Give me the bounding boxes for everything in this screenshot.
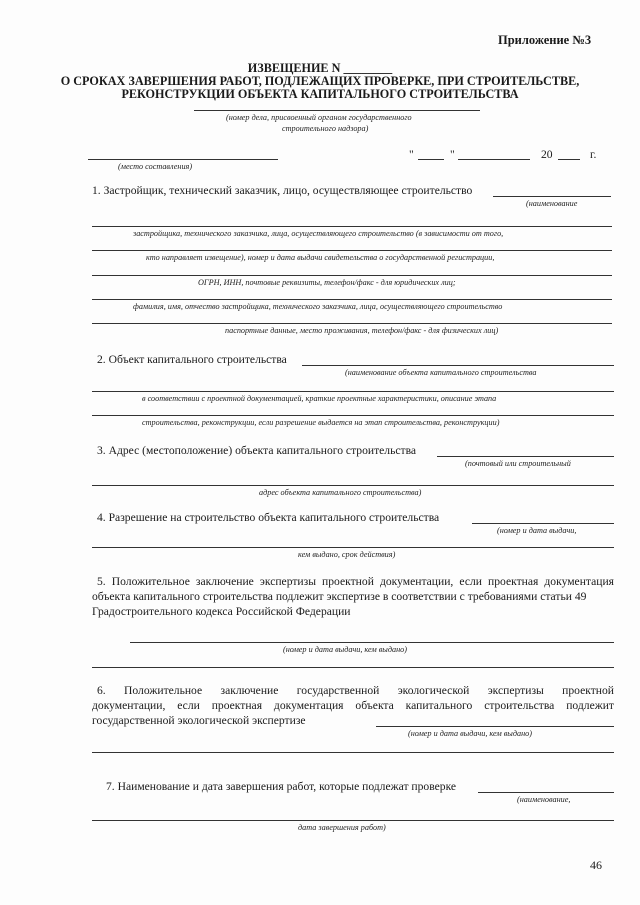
notice-subtitle-line1: О СРОКАХ ЗАВЕРШЕНИЯ РАБОТ, ПОДЛЕЖАЩИХ ПРОВЕРКЕ, ПРИ СТРОИТЕЛЬСТВЕ, (60, 74, 580, 88)
s5-field-line-1[interactable] (130, 642, 614, 643)
date-year-prefix: 20 (541, 148, 553, 161)
s3-label: 3. Адрес (местоположение) объекта капитального строительства (97, 444, 417, 457)
date-quote-close: " (450, 148, 455, 161)
s1-caption-3: кто направляет извещение), номер и дата выдачи свидетельства о государственной регистрации, (146, 253, 495, 262)
s6-caption-1: (номер и дата выдачи, кем выдано) (408, 729, 532, 738)
s1-caption-6: паспортные данные, место проживания, телефон/факс - для физических лиц) (225, 326, 499, 335)
s4-caption-1: (номер и дата выдачи, (497, 526, 577, 535)
s5-line1: 5. Положительное заключение экспертизы проектной документации, если проектная документация (97, 575, 614, 588)
date-month-line[interactable] (458, 159, 530, 160)
s7-label: 7. Наименование и дата завершения работ, которые подлежат проверке (106, 780, 457, 793)
s6-line1: 6. Положительное заключение государственной экологической экспертизы проектной (97, 684, 614, 697)
s1-field-line-5[interactable] (92, 299, 612, 300)
appendix-label: Приложение №3 (498, 33, 592, 47)
s5-field-line-2[interactable] (92, 667, 614, 668)
s6-line3: государственной экологической экспертизе (92, 714, 306, 727)
s5-line2: объекта капитального строительства подлежит экспертизе в соответствии с требованиями статьи 49 (92, 590, 587, 603)
notice-title: ИЗВЕЩЕНИЕ N ________ (247, 61, 393, 75)
s7-caption-1: (наименование, (517, 795, 571, 804)
s1-label: 1. Застройщик, технический заказчик, лицо, осуществляющее строительство (92, 184, 473, 197)
s3-caption-1: (почтовый или строительный (465, 459, 571, 468)
place-caption: (место составления) (118, 162, 193, 171)
s2-caption-1: (наименование объекта капитального строительства (345, 368, 537, 377)
s2-field-line-1[interactable] (302, 365, 614, 366)
case-number-caption: (номер дела, присвоенный органом государственного (226, 113, 412, 122)
s5-caption-1: (номер и дата выдачи, кем выдано) (283, 645, 407, 654)
s5-line3: Градостроительного кодекса Российской Федерации (92, 605, 351, 618)
s1-field-line-4[interactable] (92, 275, 612, 276)
s1-field-line-6[interactable] (92, 323, 612, 324)
s7-caption-2: дата завершения работ) (298, 823, 386, 832)
s3-caption-2: адрес объекта капитального строительства) (259, 488, 422, 497)
s1-caption-5: фамилия, имя, отчество застройщика, технического заказчика, лица, осуществляющего строительство (133, 302, 503, 311)
s4-field-line-2[interactable] (92, 547, 614, 548)
s6-field-line-2[interactable] (92, 752, 614, 753)
s4-caption-2: кем выдано, срок действия) (298, 550, 396, 559)
s3-field-line-2[interactable] (92, 485, 614, 486)
s2-field-line-3[interactable] (92, 415, 614, 416)
s7-field-line-2[interactable] (92, 820, 614, 821)
s2-label: 2. Объект капитального строительства (97, 353, 287, 366)
s2-caption-3: строительства, реконструкции, если разрешение выдается на этап строительства, реконструкции) (142, 418, 500, 427)
place-line[interactable] (88, 159, 278, 160)
date-year-suffix: г. (590, 148, 597, 161)
s2-caption-2: в соответствии с проектной документацией, краткие проектные характеристики, описание этапа (142, 394, 497, 403)
s1-caption-4: ОГРН, ИНН, почтовые реквизиты, телефон/факс - для юридических лиц; (198, 278, 456, 287)
date-day-line[interactable] (418, 159, 444, 160)
s1-caption-2: застройщика, технического заказчика, лица, осуществляющего строительство (в зависимости от того, (133, 229, 504, 238)
date-year-line[interactable] (558, 159, 580, 160)
case-number-line[interactable] (194, 110, 480, 111)
date-quote-open: " (409, 148, 414, 161)
s6-field-line-1[interactable] (376, 726, 614, 727)
s4-field-line-1[interactable] (472, 523, 614, 524)
s4-label: 4. Разрешение на строительство объекта капитального строительства (97, 511, 440, 524)
page-number: 46 (590, 858, 602, 872)
s1-field-line-2[interactable] (92, 226, 612, 227)
s1-caption-1: (наименование (526, 199, 578, 208)
s3-field-line-1[interactable] (437, 456, 614, 457)
s1-field-line-1[interactable] (493, 196, 611, 197)
s1-field-line-3[interactable] (92, 250, 612, 251)
s2-field-line-2[interactable] (92, 391, 614, 392)
case-number-caption-2: строительного надзора) (282, 124, 369, 133)
notice-subtitle-line2: РЕКОНСТРУКЦИИ ОБЪЕКТА КАПИТАЛЬНОГО СТРОИТЕЛЬСТВА (121, 87, 519, 101)
s6-line2: документации, если проектная документация объекта капитального строительства подлежит (92, 699, 614, 712)
s7-field-line-1[interactable] (478, 792, 614, 793)
